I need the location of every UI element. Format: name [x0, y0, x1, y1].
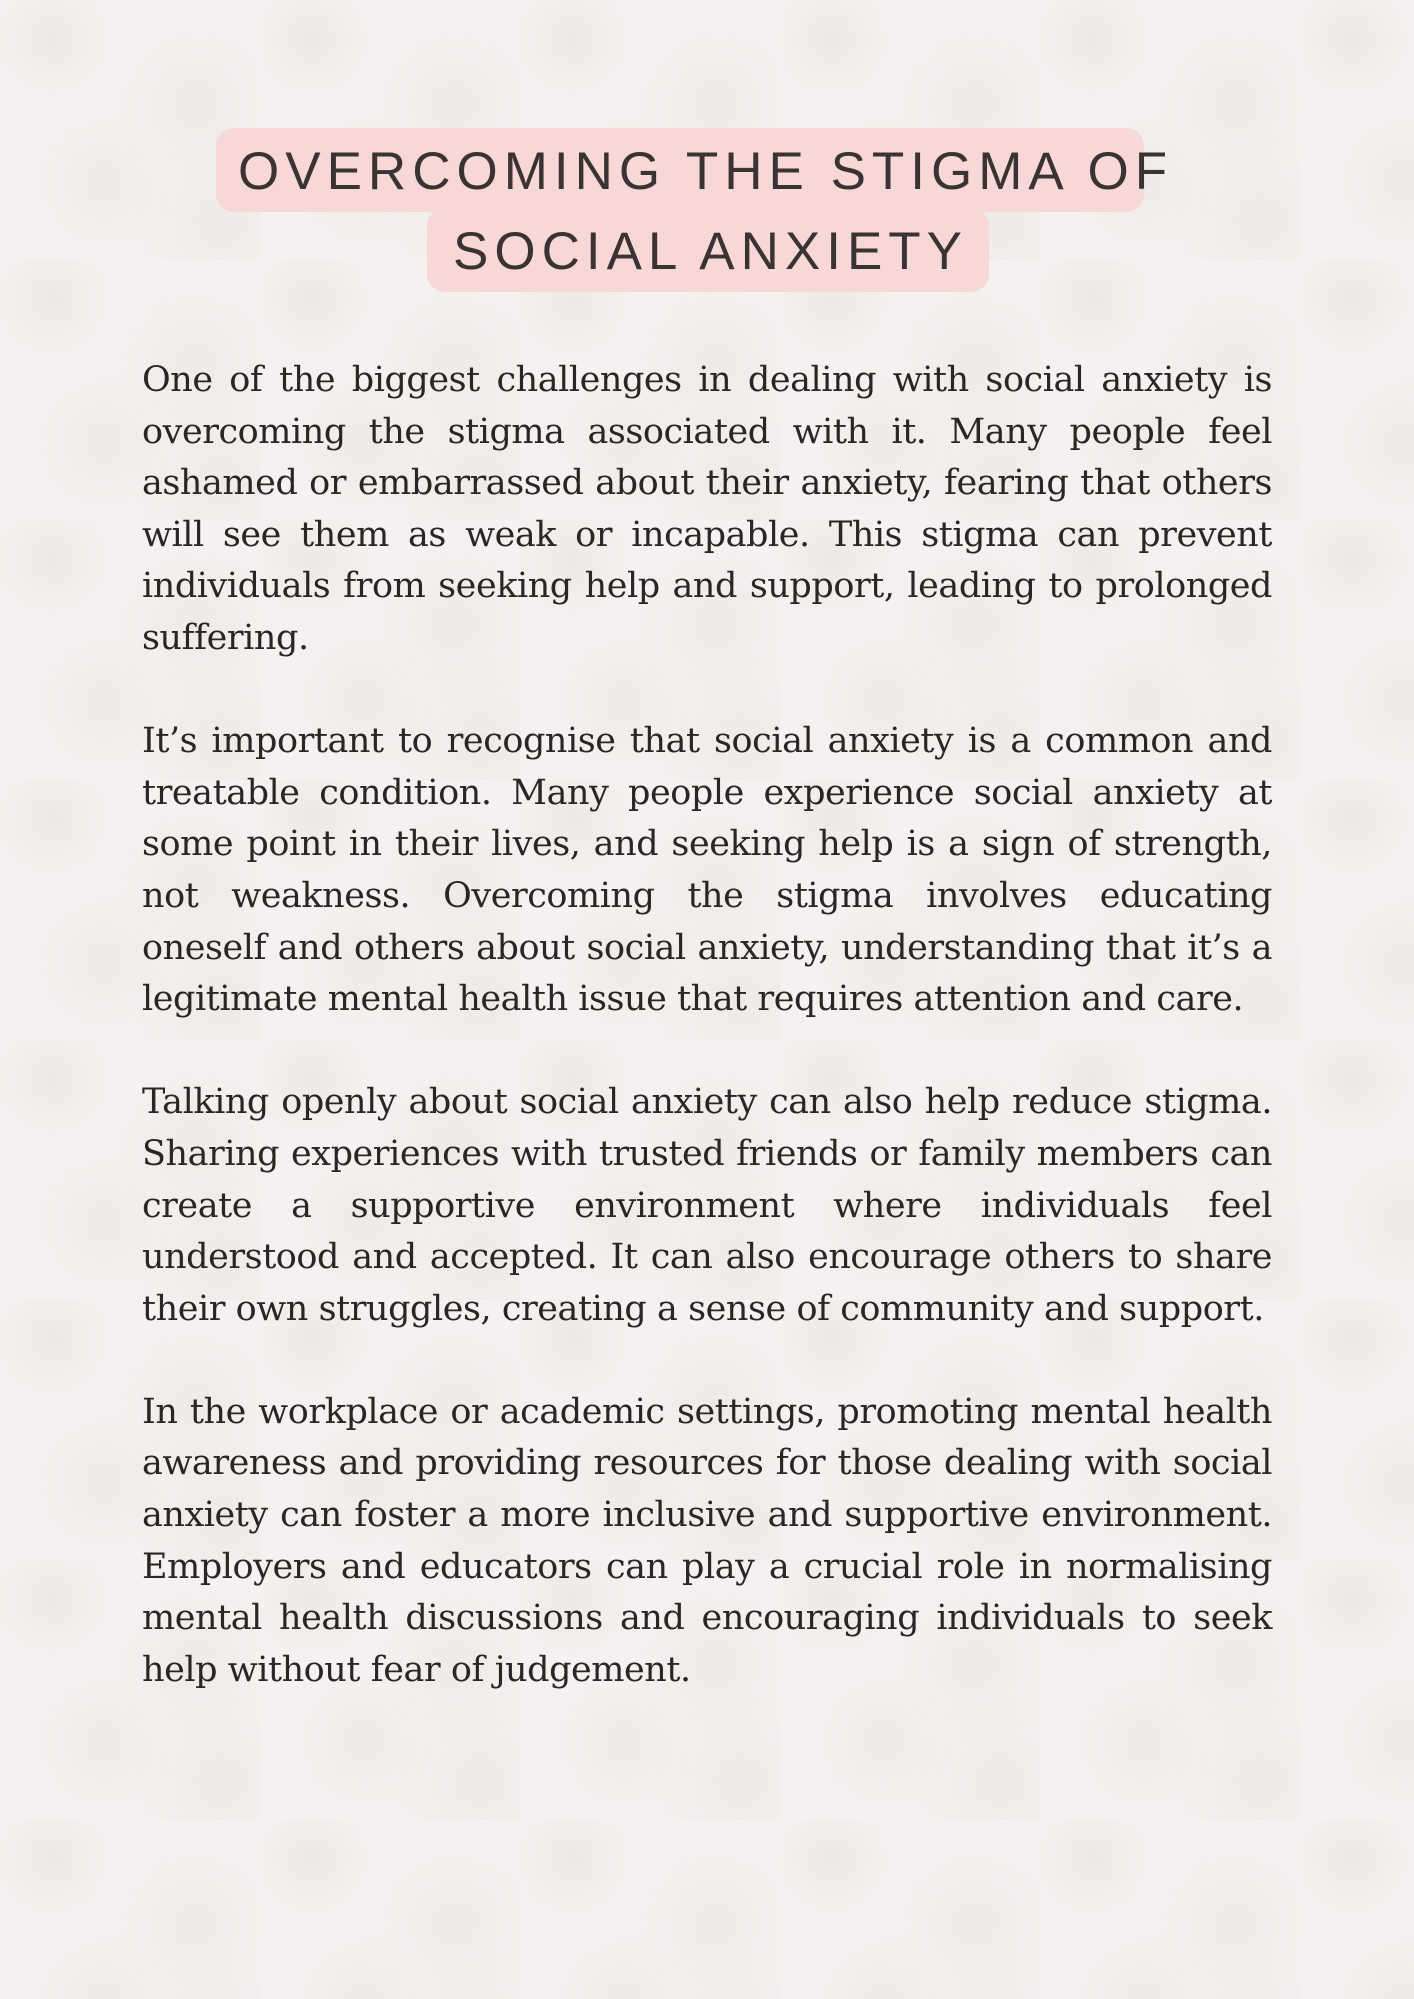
paragraph-3: Talking openly about social anxiety can also help reduce stigma. Sharing experiences with trusted friends or family members can create a supportive environment where individuals feel understood and accepted. It can also encourage others to share their own struggles, creating a sense of community and support.: [142, 1082, 1272, 1329]
paragraph-2: It’s important to recognise that social anxiety is a common and treatable condition. Many people experience social anxiety at some point in their lives, and seeking help is a sign of strength, not weakness. Overcoming the stigma involves educating oneself and others about social anxiety, understanding that it’s a legitimate mental health issue that requires attention and care.: [142, 721, 1272, 1020]
title-line-2: SOCIAL ANXIETY: [427, 208, 989, 292]
paragraph-4: In the workplace or academic settings, promoting mental health awareness and providing resources for those dealing with social anxiety can foster a more inclusive and supportive environment. Employers and educators can play a crucial role in normalising mental health discussions and encouraging individuals to seek help without fear of judgement.: [142, 1391, 1272, 1690]
body-text: [142, 355, 1272, 1748]
title-line-1: OVERCOMING THE STIGMA OF: [216, 128, 1144, 212]
paragraph-1: One of the biggest challenges in dealing with social anxiety is overcoming the stigma associated with it. Many people feel ashamed or embarrassed about their anxiety, fearing that others will see them as weak or incapable. This stigma can prevent individuals from seeking help and support, leading to prolonged suffering.: [142, 360, 1272, 658]
